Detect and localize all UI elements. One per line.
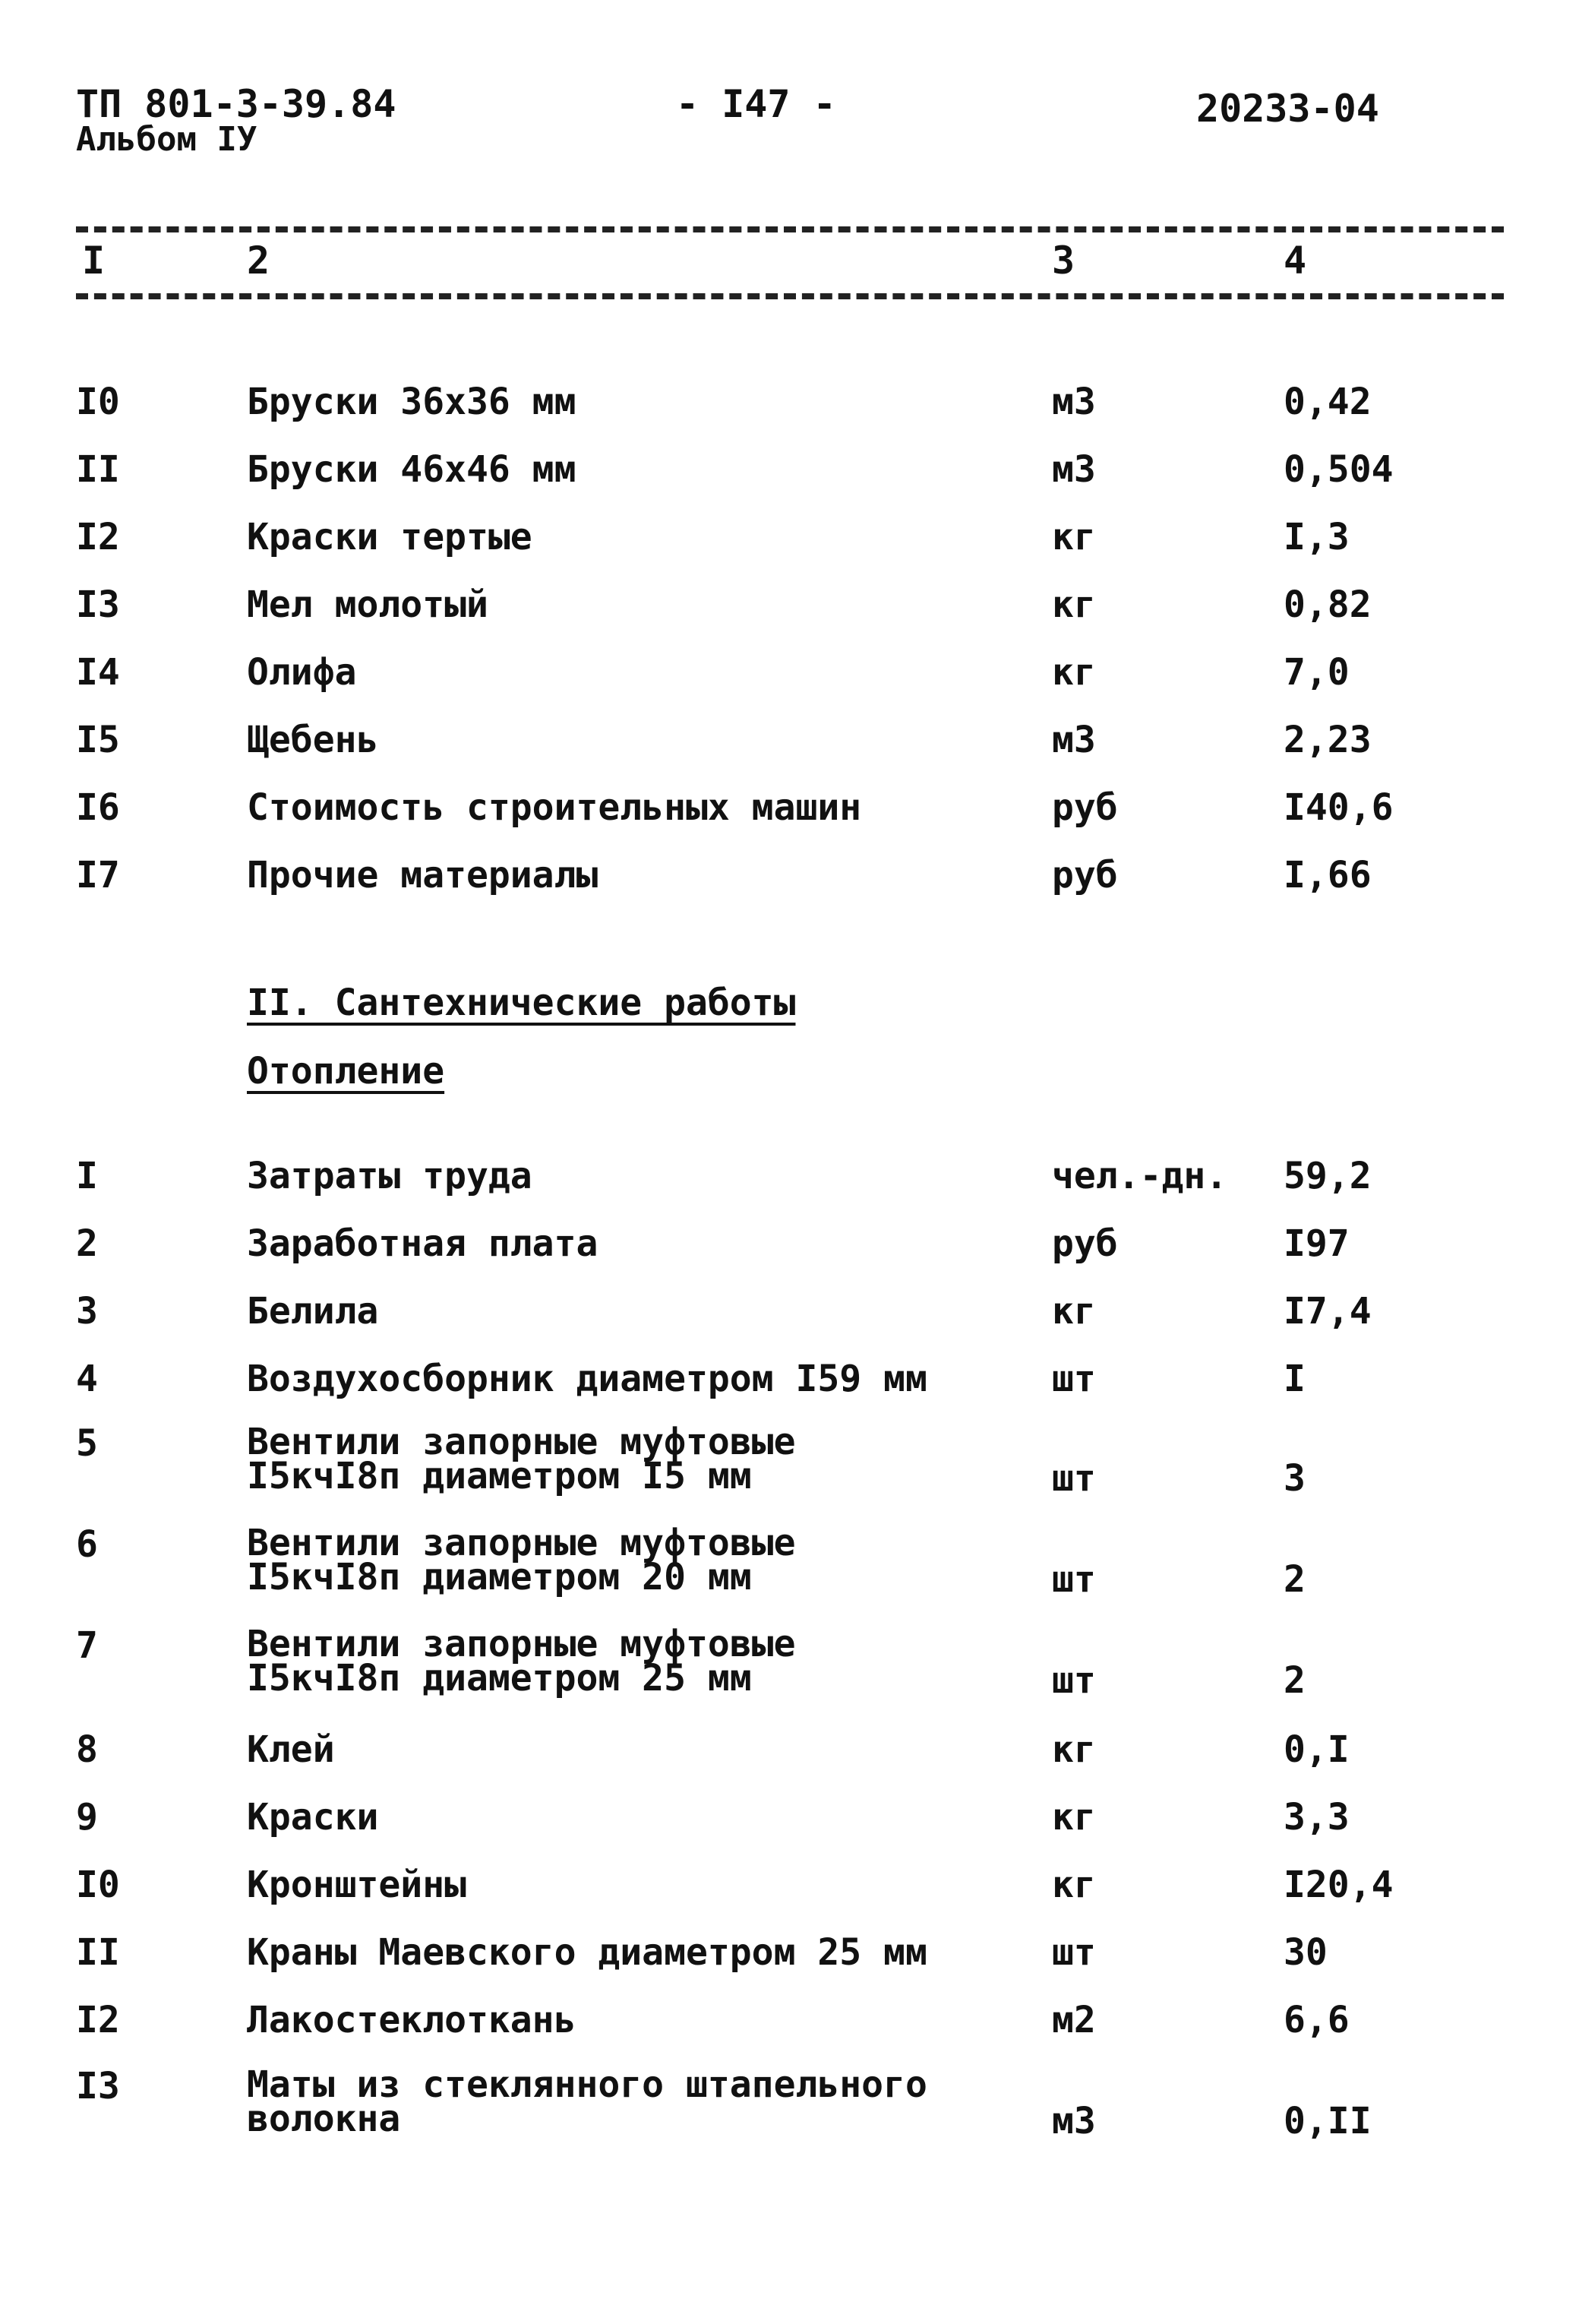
row-unit: руб: [1052, 786, 1118, 829]
row-unit: кг: [1052, 1864, 1096, 1906]
row-number: 7: [76, 1624, 98, 1667]
row-unit: шт: [1052, 1558, 1096, 1601]
row-number: 3: [76, 1290, 98, 1333]
row-unit: шт: [1052, 1931, 1096, 1974]
row-value: I20,4: [1284, 1864, 1394, 1906]
row-value: 30: [1284, 1931, 1328, 1974]
row-number: II: [76, 448, 120, 491]
document-number: 20233-04: [1196, 87, 1379, 131]
row-value: 3: [1284, 1457, 1306, 1500]
table-header-top-rule: [76, 226, 1504, 232]
album-label: Альбом IУ: [76, 120, 257, 159]
row-name: Заработная плата: [247, 1222, 598, 1265]
row-unit: шт: [1052, 1358, 1096, 1400]
row-value: I40,6: [1284, 786, 1394, 829]
row-name: Затраты труда: [247, 1155, 532, 1197]
row-value: 2: [1284, 1558, 1306, 1601]
row-unit: м3: [1052, 2100, 1096, 2142]
row-value: 0,42: [1284, 381, 1372, 423]
row-name: Краски: [247, 1796, 379, 1839]
row-value: I,66: [1284, 854, 1372, 896]
document-code: ТП 801-3-39.84: [76, 82, 396, 126]
row-number: I3: [76, 583, 120, 626]
row-number: 5: [76, 1422, 98, 1465]
row-number: I7: [76, 854, 120, 896]
column-header-3: 3: [1052, 239, 1075, 283]
row-number: I2: [76, 1999, 120, 2041]
row-number: I3: [76, 2065, 120, 2107]
page-number: - I47 -: [676, 82, 836, 126]
row-unit: кг: [1052, 1796, 1096, 1839]
row-unit: шт: [1052, 1659, 1096, 1702]
row-value: I: [1284, 1358, 1306, 1400]
row-name: Краски тертые: [247, 516, 532, 558]
row-number: 8: [76, 1728, 98, 1771]
row-name: Бруски 46х46 мм: [247, 448, 576, 491]
row-number: I6: [76, 786, 120, 829]
row-unit: шт: [1052, 1457, 1096, 1500]
row-number: 6: [76, 1523, 98, 1566]
row-value: 0,II: [1284, 2100, 1372, 2142]
row-number: 9: [76, 1796, 98, 1839]
row-unit: кг: [1052, 651, 1096, 694]
row-value: I,3: [1284, 516, 1350, 558]
row-unit: м2: [1052, 1999, 1096, 2041]
row-name: Вентили запорные муфтовые I5кчI8п диаметром 25 мм: [247, 1623, 796, 1700]
row-value: 0,I: [1284, 1728, 1350, 1771]
row-value: 0,504: [1284, 448, 1394, 491]
row-number: I5: [76, 719, 120, 761]
row-unit: руб: [1052, 1222, 1118, 1265]
row-name: Кронштейны: [247, 1864, 466, 1906]
row-unit: руб: [1052, 854, 1118, 896]
row-value: 7,0: [1284, 651, 1350, 694]
row-number: I0: [76, 381, 120, 423]
row-value: 0,82: [1284, 583, 1372, 626]
row-name: Вентили запорные муфтовые I5кчI8п диаметром 20 мм: [247, 1522, 796, 1599]
row-number: 4: [76, 1358, 98, 1400]
row-unit: кг: [1052, 1728, 1096, 1771]
row-unit: кг: [1052, 516, 1096, 558]
row-value: 59,2: [1284, 1155, 1372, 1197]
row-name: Клей: [247, 1728, 335, 1771]
column-header-2: 2: [247, 239, 270, 283]
row-number: 2: [76, 1222, 98, 1265]
section-title: II. Сантехнические работы: [247, 982, 796, 1024]
row-name: Краны Маевского диаметром 25 мм: [247, 1931, 927, 1974]
row-name: Мел молотый: [247, 583, 488, 626]
column-header-4: 4: [1284, 239, 1307, 283]
row-name: Белила: [247, 1290, 379, 1333]
row-name: Прочие материалы: [247, 854, 598, 896]
row-number: II: [76, 1931, 120, 1974]
section-subtitle: Отопление: [247, 1050, 445, 1092]
row-number: I: [76, 1155, 98, 1197]
row-name: Олифа: [247, 651, 357, 694]
table-header-bottom-rule: [76, 293, 1504, 299]
row-unit: кг: [1052, 1290, 1096, 1333]
row-value: 2,23: [1284, 719, 1372, 761]
row-value: 3,3: [1284, 1796, 1350, 1839]
row-name: Лакостеклоткань: [247, 1999, 576, 2041]
row-name: Вентили запорные муфтовые I5кчI8п диаметром I5 мм: [247, 1421, 796, 1498]
row-value: 2: [1284, 1659, 1306, 1702]
row-value: I7,4: [1284, 1290, 1372, 1333]
row-unit: м3: [1052, 448, 1096, 491]
row-name: Щебень: [247, 719, 379, 761]
row-value: I97: [1284, 1222, 1350, 1265]
row-unit: кг: [1052, 583, 1096, 626]
column-header-1: I: [82, 239, 106, 283]
row-number: I0: [76, 1864, 120, 1906]
row-number: I4: [76, 651, 120, 694]
row-unit: м3: [1052, 381, 1096, 423]
row-name: Стоимость строительных машин: [247, 786, 862, 829]
row-number: I2: [76, 516, 120, 558]
row-name: Бруски 36х36 мм: [247, 381, 576, 423]
row-unit: чел.-дн.: [1052, 1155, 1228, 1197]
row-value: 6,6: [1284, 1999, 1350, 2041]
row-unit: м3: [1052, 719, 1096, 761]
row-name: Маты из стеклянного штапельного волокна: [247, 2063, 927, 2141]
row-name: Воздухосборник диаметром I59 мм: [247, 1358, 927, 1400]
